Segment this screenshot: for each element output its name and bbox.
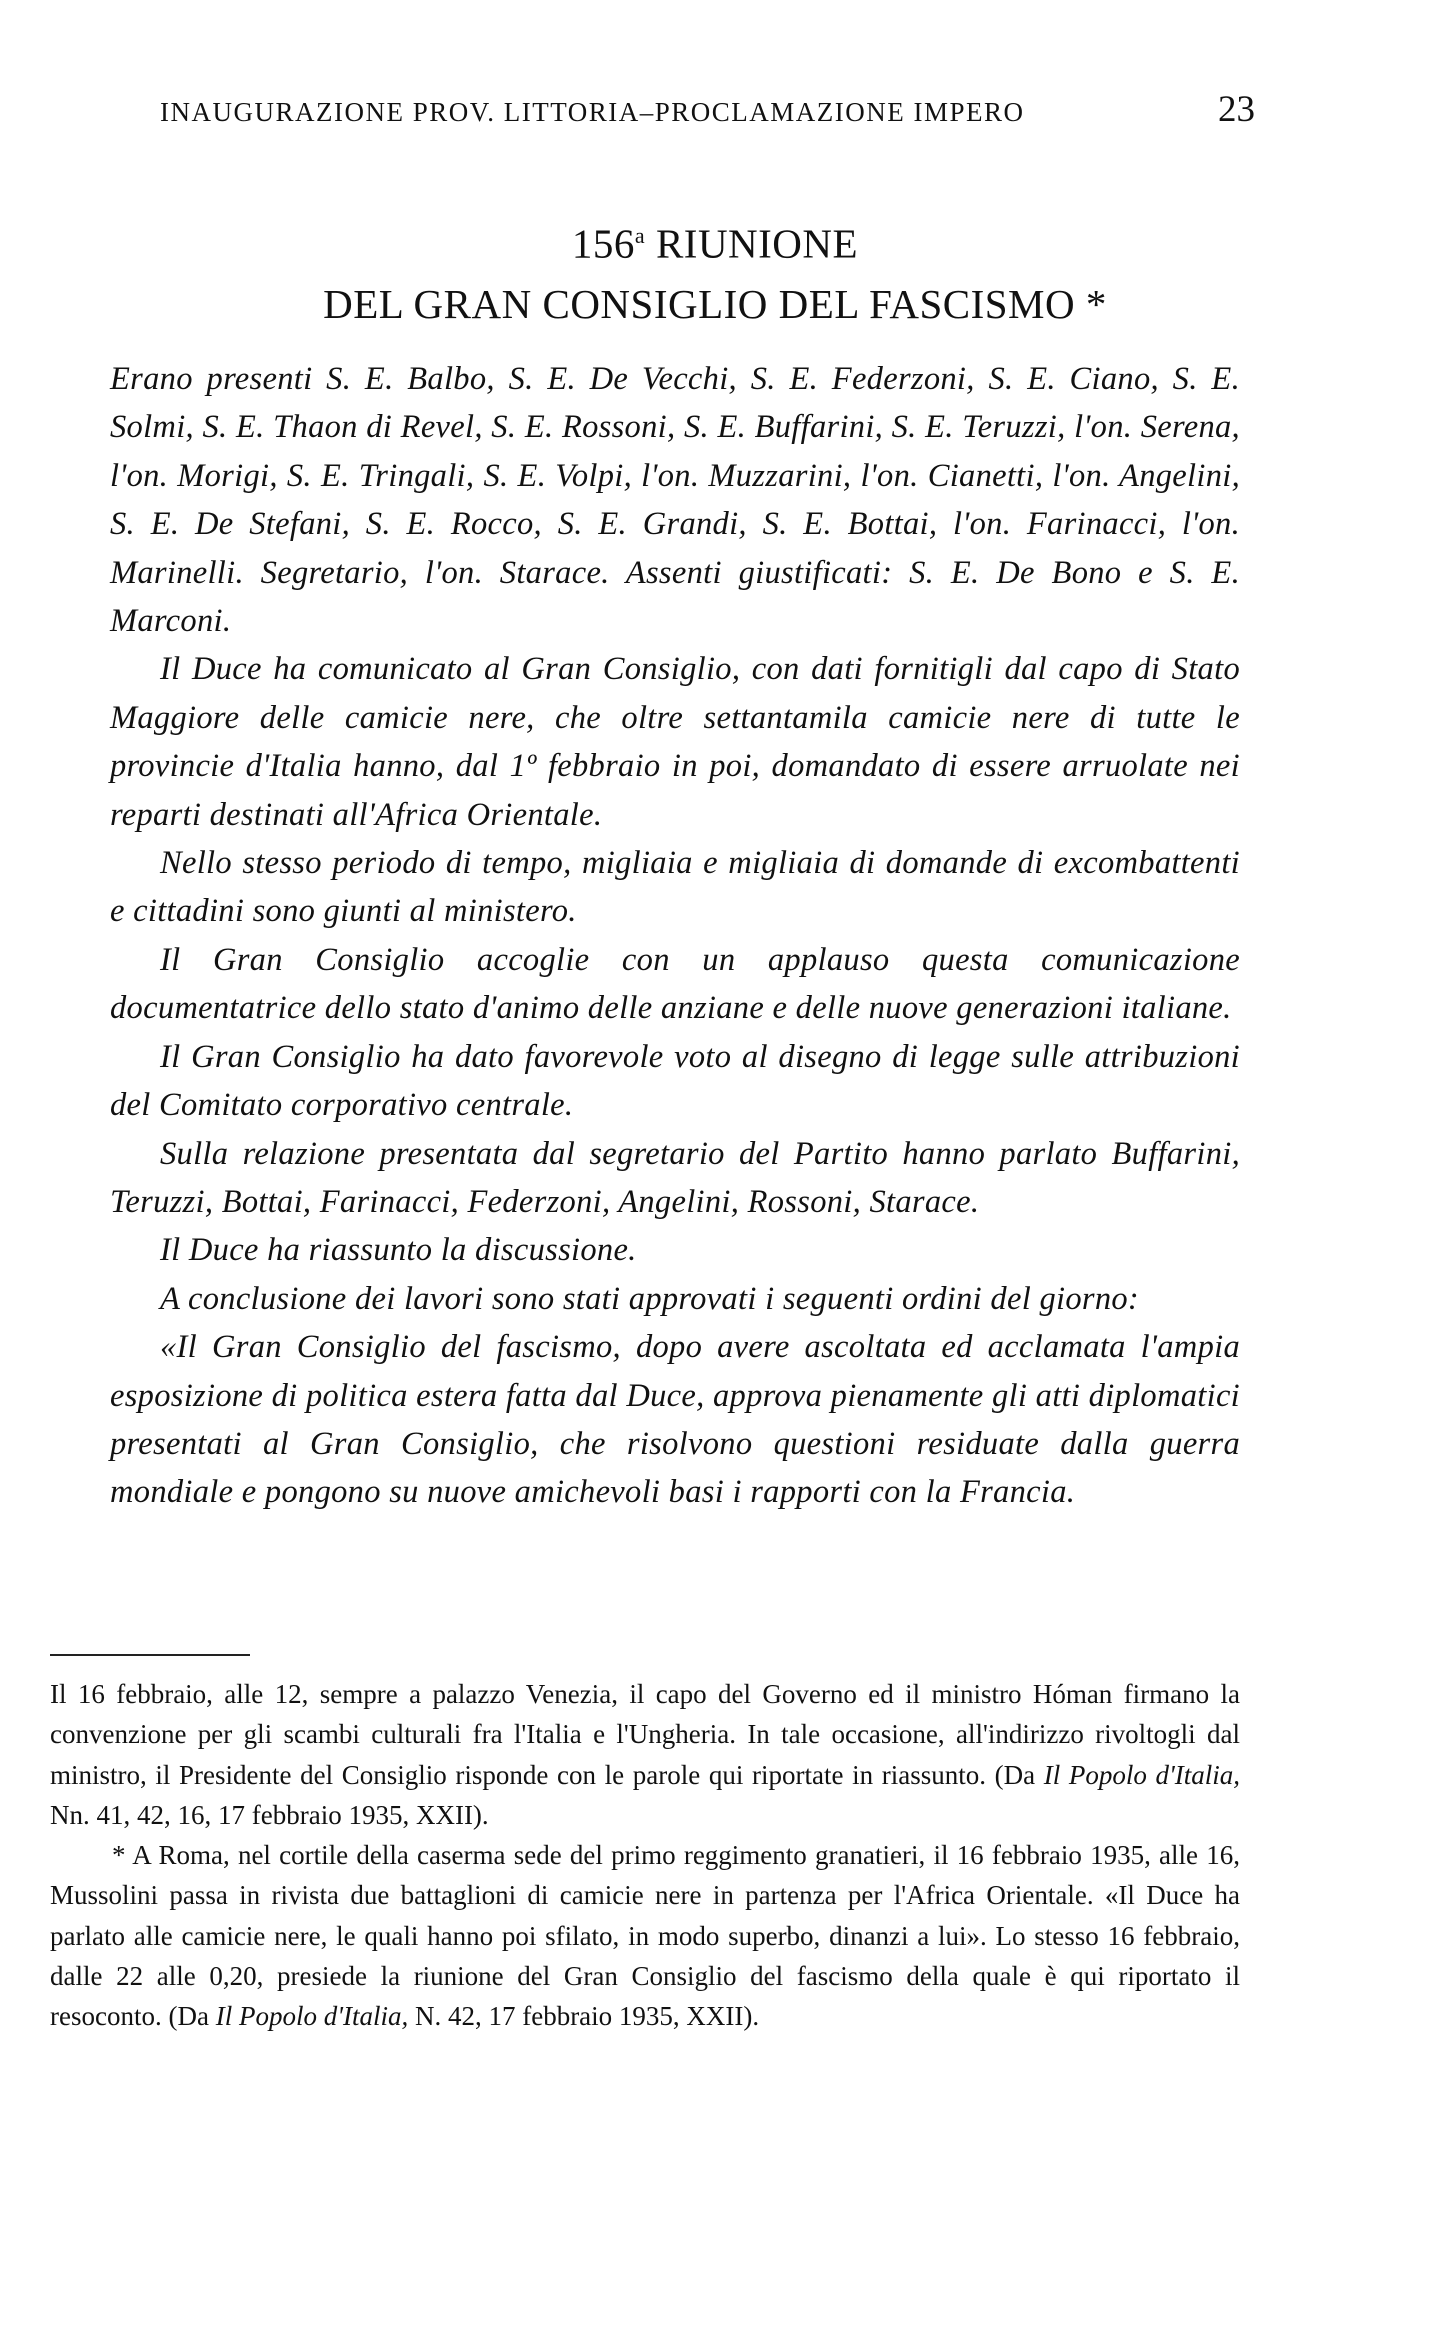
body-paragraph: A conclusione dei lavori sono stati approvati i seguenti ordini del giorno:: [160, 1280, 1140, 1317]
page-number: 23: [1218, 89, 1255, 130]
running-title: INAUGURAZIONE PROV. LITTORIA–PROCLAMAZIONE IMPERO: [160, 97, 1025, 127]
attendance-paragraph: Erano presenti S. E. Balbo, S. E. De Vecchi, S. E. Federzoni, S. E. Ciano, S. E. Solmi, S. E. Thaon di Revel, S. E. Rossoni, S. E. Buffarini, S. E. Teruzzi, l'on. Serena, l'on. Morigi, S. E. Tringali, S. E. Volpi, l'on. Muzzarini, l'on. Cianetti, l'on. Angelini, S. E. De Stefani, S. E. Rocco, S. E. Grandi, S. E. Bottai, l'on. Farinacci, l'on. Marinelli. Segretario, l'on. Starace. Assenti giustificati: S. E. De Bono e S. E. Marconi.: [110, 361, 1240, 640]
footnote-1-source: Il Popolo d'Italia,: [1043, 1759, 1240, 1790]
footnote-2: [50, 1835, 1240, 2036]
footnotes: [50, 1674, 1240, 2037]
body-paragraph: Nello stesso periodo di tempo, migliaia e migliaia di domande di excombattenti e cittadini sono giunti al ministero.: [110, 845, 1240, 930]
footnote-1-text: Il 16 febbraio, alle 12, sempre a palazzo Venezia, il capo del Governo ed il ministro Hóman firmano la convenzione per gli scambi culturali fra l'Italia e l'Ungheria. In tale occasione, all'indirizzo rivoltogli dal ministro, il Presidente del Consiglio risponde con le parole qui riportate in riassunto. (Da: [50, 1679, 1240, 1790]
footnote-1: [50, 1674, 1240, 1835]
heading-line-2: DEL GRAN CONSIGLIO DEL FASCISMO *: [323, 280, 1107, 327]
body-paragraph: Il Duce ha riassunto la discussione.: [160, 1232, 637, 1269]
resolution-quote: «Il Gran Consiglio del fascismo, dopo avere ascoltata ed acclamata l'ampia esposizione di politica estera fatta dal Duce, approva pienamente gli atti diplomatici presentati al Gran Consiglio, che risolvono questioni residuate dalla guerra mondiale e pongono su nuove amichevoli basi i rapporti con la Francia.: [110, 1329, 1240, 1511]
body-paragraph: Sulla relazione presentata dal segretario del Partito hanno parlato Buffarini, Teruzzi, Bottai, Farinacci, Federzoni, Angelini, Rossoni, Starace.: [110, 1135, 1240, 1220]
footnote-2-tail: N. 42, 17 febbraio 1935, XXII).: [408, 2001, 760, 2032]
footnote-2-source: Il Popolo d'Italia,: [215, 2001, 409, 2032]
heading-ordinal: a: [634, 223, 646, 248]
heading-line-1: [150, 206, 1280, 274]
body-text: [110, 355, 1240, 1517]
footnote-2-text: * A Roma, nel cortile della caserma sede del primo reggimento granatieri, il 16 febbraio 1935, alle 16, Mussolini passa in rivista due battaglioni di camicie nere in partenza per l'Africa Orientale. «Il Duce ha parlato alle camicie nere, le quali hanno poi sfilato, in modo superbo, dinanzi a lui». Lo stesso 16 febbraio, dalle 22 alle 0,20, presiede la riunione del Gran Consiglio del fascismo della quale è qui riportato il resoconto. (Da: [50, 1840, 1240, 2032]
heading-number: 156: [571, 220, 635, 267]
section-heading: [150, 206, 1280, 334]
heading-riunione: RIUNIONE: [645, 220, 859, 267]
body-paragraph: Il Duce ha comunicato al Gran Consiglio, con dati fornitigli dal capo di Stato Maggiore delle camicie nere, che oltre settantamila camicie nere di tutte le provincie d'Italia hanno, dal 1º febbraio in poi, domandato di essere arruolate nei reparti destinati all'Africa Orientale.: [110, 651, 1240, 833]
running-header: [160, 88, 1255, 131]
body-paragraph: Il Gran Consiglio accoglie con un applauso questa comunicazione documentatrice dello stato d'animo delle anziane e delle nuove generazioni italiane.: [110, 941, 1240, 1027]
footnote-divider: [50, 1654, 250, 1656]
footnote-1-tail: Nn. 41, 42, 16, 17 febbraio 1935, XXII).: [50, 1799, 489, 1830]
body-paragraph: Il Gran Consiglio ha dato favorevole voto al disegno di legge sulle attribuzioni del Comitato corporativo centrale.: [110, 1038, 1240, 1124]
